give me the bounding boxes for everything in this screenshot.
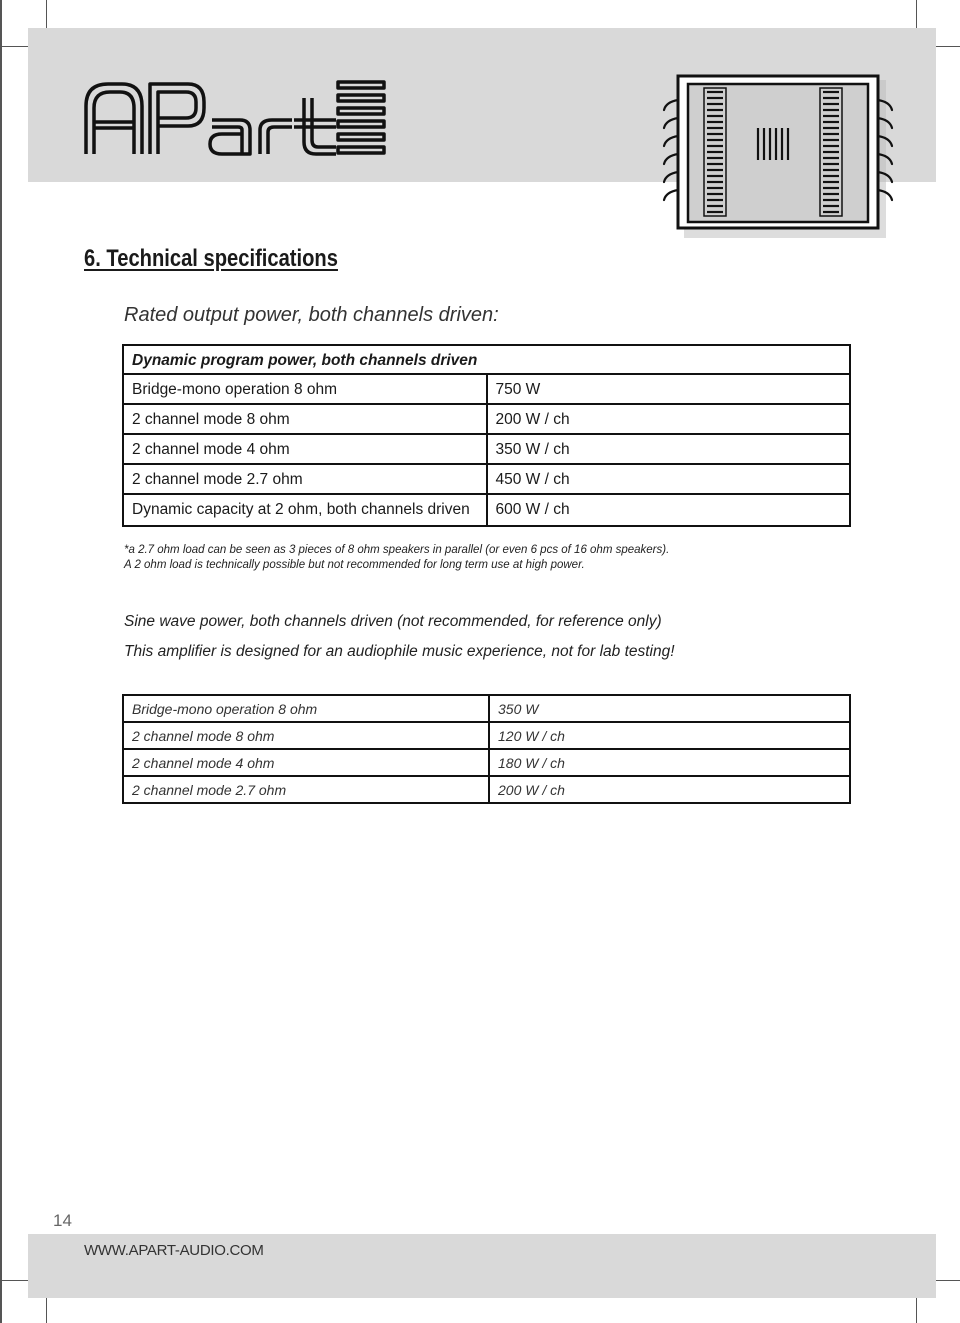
crop-mark bbox=[916, 0, 917, 28]
table-row bbox=[123, 749, 850, 776]
table-row bbox=[123, 776, 850, 803]
spec-label: Dynamic capacity at 2 ohm, both channels driven bbox=[123, 494, 487, 526]
table-row bbox=[123, 374, 850, 404]
spec-label: 2 channel mode 2.7 ohm bbox=[123, 776, 489, 803]
spec-value: 200 W / ch bbox=[489, 776, 850, 803]
table-row bbox=[123, 404, 850, 434]
crop-mark bbox=[936, 46, 960, 47]
audiophile-note: This amplifier is designed for an audiophile music experience, not for lab testing! bbox=[124, 643, 675, 660]
table-row bbox=[123, 695, 850, 722]
crop-mark bbox=[0, 1280, 28, 1281]
crop-mark bbox=[916, 1298, 917, 1323]
footnote-line: *a 2.7 ohm load can be seen as 3 pieces of 8 ohm speakers in parallel (or even 6 pcs of 16 ohm speakers). bbox=[124, 544, 670, 556]
spec-value: 450 W / ch bbox=[487, 464, 851, 494]
spec-value: 600 W / ch bbox=[487, 494, 851, 526]
section-title: 6. Technical specifications bbox=[84, 245, 338, 272]
table-row bbox=[123, 464, 850, 494]
spec-value: 200 W / ch bbox=[487, 404, 851, 434]
spec-label: 2 channel mode 4 ohm bbox=[123, 749, 489, 776]
crop-mark bbox=[46, 0, 47, 28]
footnote bbox=[124, 543, 669, 572]
crop-mark-left bbox=[0, 0, 2, 1323]
table-row bbox=[123, 722, 850, 749]
spec-value: 750 W bbox=[487, 374, 851, 404]
page-number: 14 bbox=[53, 1211, 72, 1230]
amplifier-illustration bbox=[662, 70, 894, 242]
table-row bbox=[123, 494, 850, 526]
spec-label: 2 channel mode 2.7 ohm bbox=[123, 464, 487, 494]
spec-label: 2 channel mode 8 ohm bbox=[123, 404, 487, 434]
sine-wave-table bbox=[122, 694, 851, 804]
crop-mark bbox=[936, 1280, 960, 1281]
spec-value: 350 W bbox=[489, 695, 850, 722]
sine-wave-note: Sine wave power, both channels driven (not recommended, for reference only) bbox=[124, 613, 662, 630]
rated-output-table bbox=[122, 344, 851, 527]
spec-value: 120 W / ch bbox=[489, 722, 850, 749]
spec-value: 180 W / ch bbox=[489, 749, 850, 776]
crop-mark bbox=[46, 1298, 47, 1323]
table-row bbox=[123, 434, 850, 464]
crop-mark bbox=[0, 46, 28, 47]
footer-url: WWW.APART-AUDIO.COM bbox=[84, 1242, 264, 1259]
spec-label: Bridge-mono operation 8 ohm bbox=[123, 374, 487, 404]
spec-value: 350 W / ch bbox=[487, 434, 851, 464]
rated-output-subtitle: Rated output power, both channels driven: bbox=[124, 304, 499, 326]
spec-label: Bridge-mono operation 8 ohm bbox=[123, 695, 489, 722]
footnote-line: A 2 ohm load is technically possible but not recommended for long term use at high power. bbox=[124, 558, 585, 571]
apart-logo bbox=[80, 76, 390, 162]
spec-label: 2 channel mode 8 ohm bbox=[123, 722, 489, 749]
table-header: Dynamic program power, both channels driven bbox=[123, 345, 850, 374]
spec-label: 2 channel mode 4 ohm bbox=[123, 434, 487, 464]
